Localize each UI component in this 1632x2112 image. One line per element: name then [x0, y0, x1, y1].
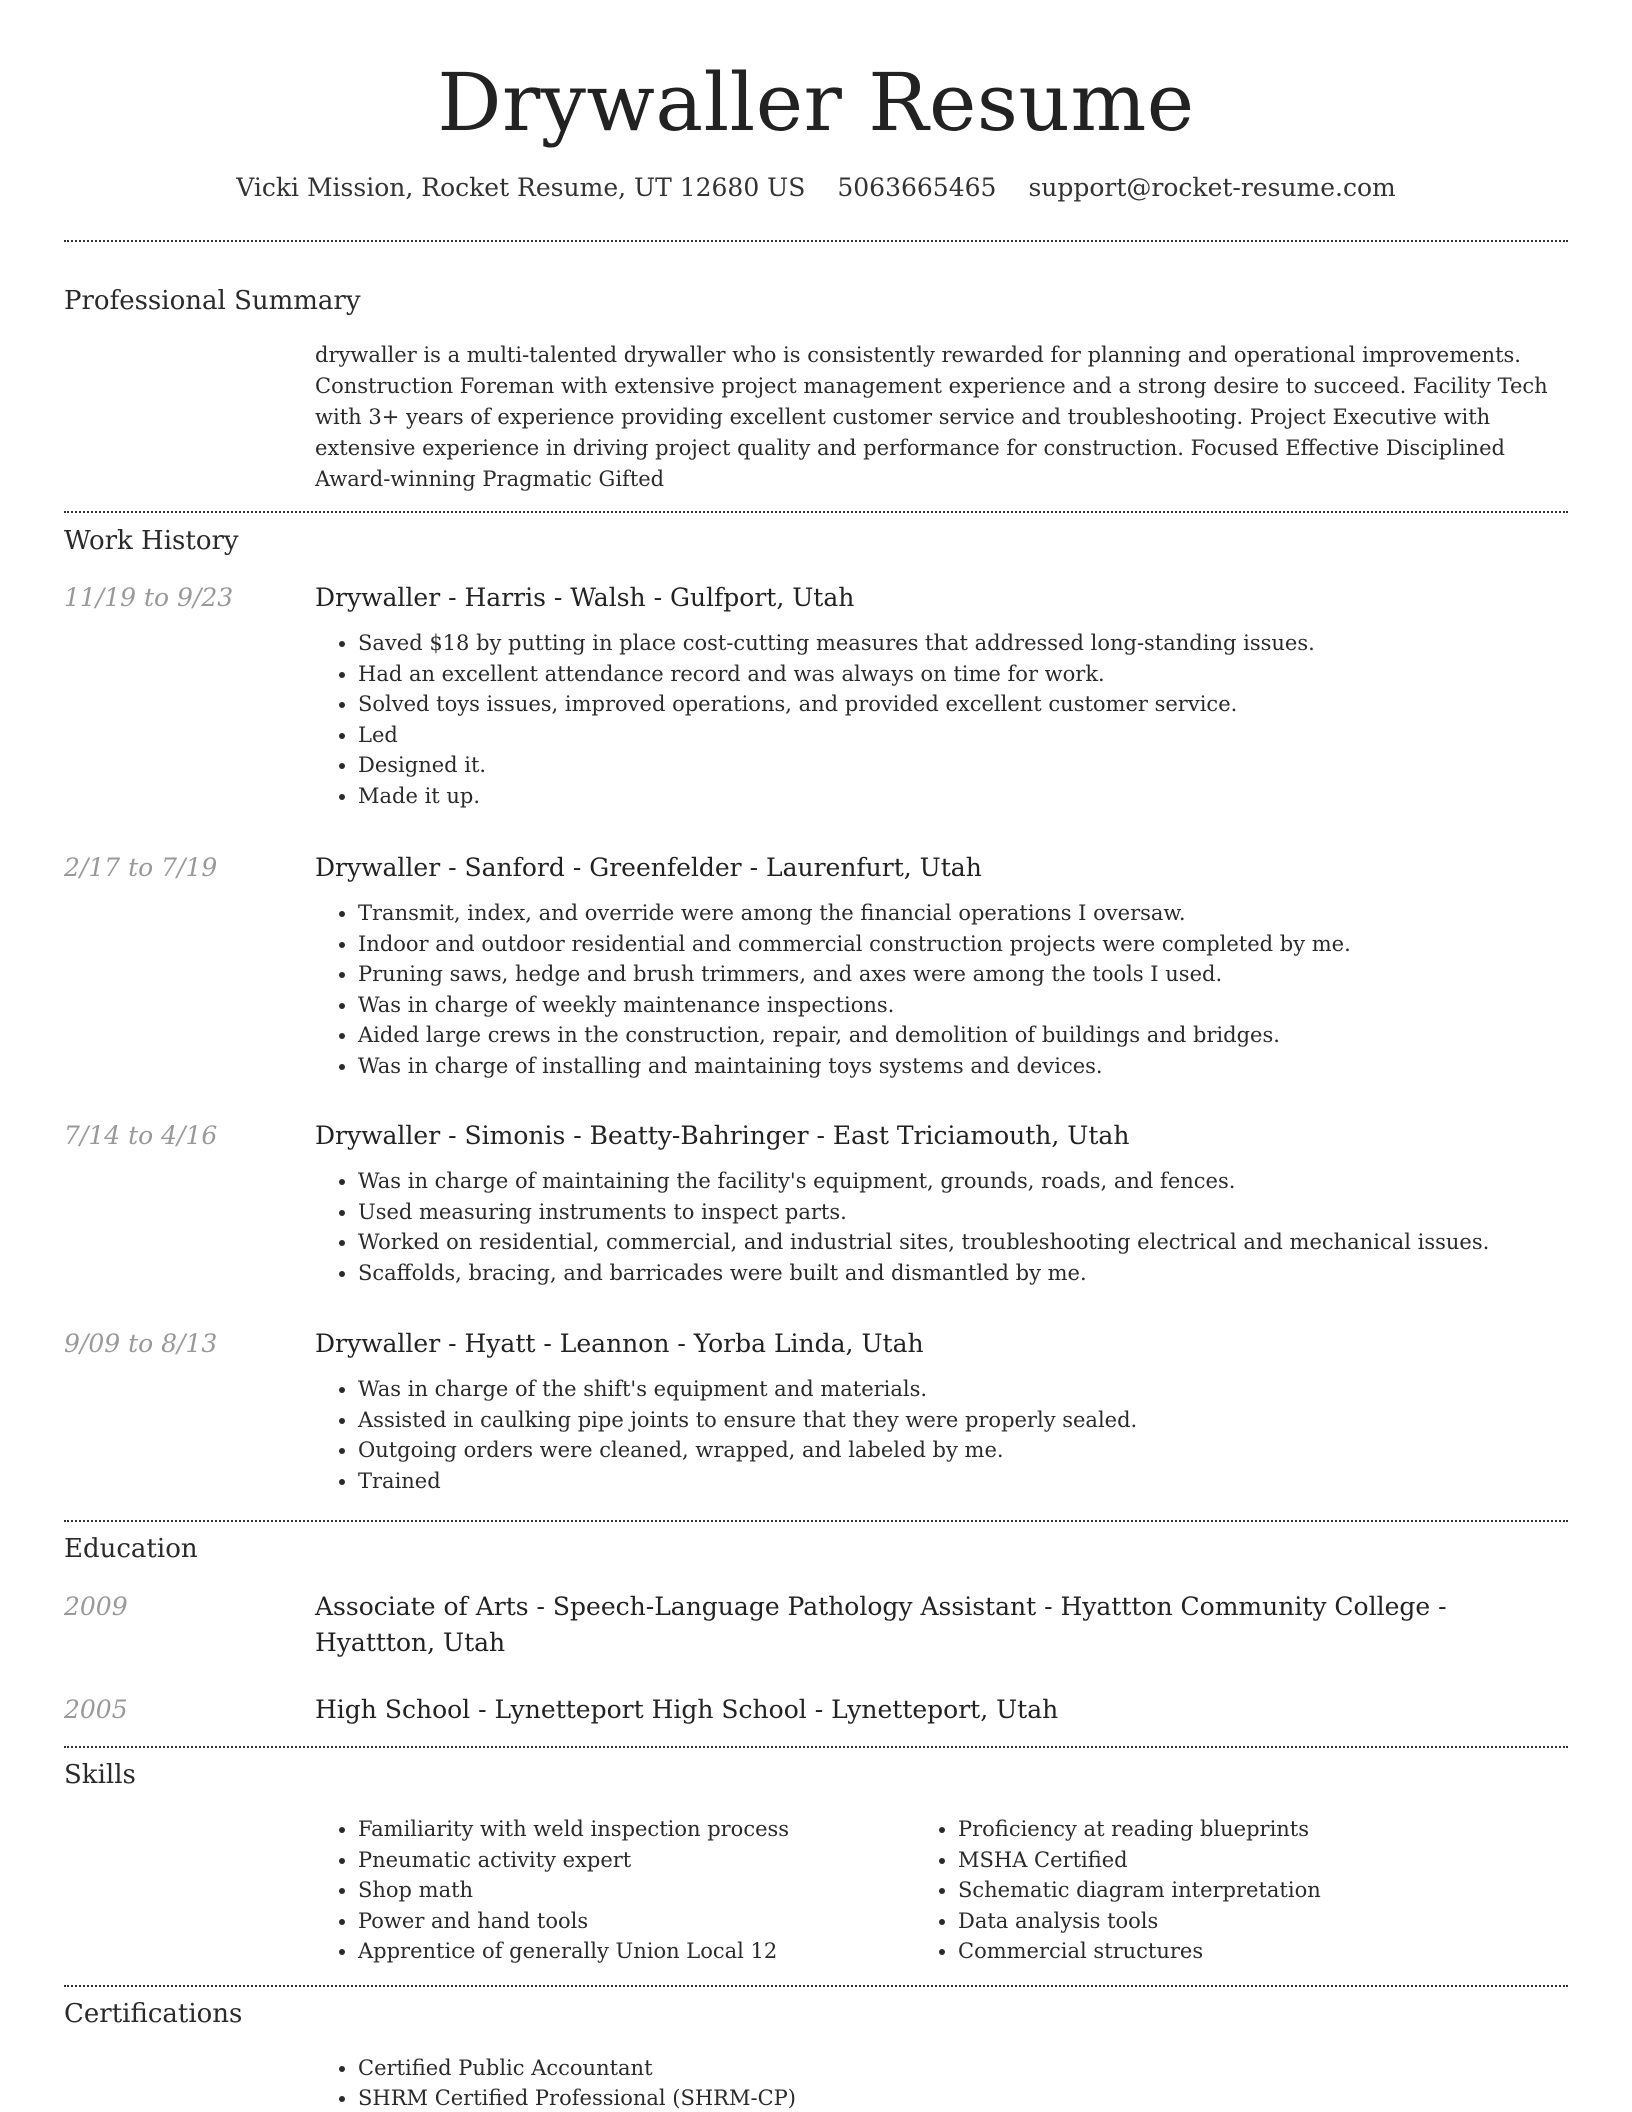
job-duties — [358, 898, 1558, 1081]
skill-item: • Data analysis tools — [958, 1906, 1558, 1937]
education-title: Associate of Arts - Speech-Language Pathology Assistant - Hyattton Community College - Hyattton, Utah — [315, 1592, 1447, 1657]
work-history-heading: Work History — [64, 526, 239, 556]
job-duty: • Pruning saws, hedge and brush trimmers, and axes were among the tools I used. — [358, 959, 1558, 990]
skill-item: • Shop math — [358, 1875, 958, 1906]
job-duty: • Scaffolds, bracing, and barricades were built and dismantled by me. — [358, 1258, 1558, 1289]
skill-item: • Power and hand tools — [358, 1906, 958, 1937]
section-divider — [64, 1985, 1568, 1987]
summary-heading: Professional Summary — [64, 286, 361, 316]
contact-info — [0, 170, 1632, 206]
certification-item: • SHRM Certified Professional (SHRM-CP) — [358, 2083, 1558, 2112]
education-year: 2005 — [64, 1695, 128, 1724]
job-duty: • Led — [358, 720, 1558, 751]
job-title: Drywaller - Simonis - Beatty-Bahringer - East Triciamouth, Utah — [315, 1121, 1130, 1150]
skills-list — [358, 1814, 1558, 1967]
certification-item: • Certified Public Accountant — [358, 2053, 1558, 2083]
certifications-list — [358, 2053, 1558, 2112]
skill-item: • Schematic diagram interpretation — [958, 1875, 1558, 1906]
skill-item: • Proficiency at reading blueprints — [958, 1814, 1558, 1845]
summary-text: drywaller is a multi-talented drywaller who is consistently rewarded for planning and operational improvements. Construction Foreman with extensive project management experience and a strong desire to succeed. Facility Tech with 3+ years of experience providing excellent customer service and troubleshooting. Project Executive with extensive experience in driving project quality and performance for construction. Focused Effective Disciplined Award-winning Pragmatic Gifted — [315, 343, 1548, 491]
job-duty: • Made it up. — [358, 781, 1558, 812]
skill-item: • Familiarity with weld inspection process — [358, 1814, 958, 1845]
education-year: 2009 — [64, 1592, 128, 1621]
skills-heading: Skills — [64, 1760, 136, 1790]
skill-item: • Pneumatic activity expert — [358, 1845, 958, 1876]
job-dates: 7/14 to 4/16 — [64, 1121, 218, 1150]
job-duty: • Outgoing orders were cleaned, wrapped, and labeled by me. — [358, 1435, 1558, 1466]
contact-phone: 5063665465 — [837, 173, 997, 202]
job-duty: • Was in charge of the shift's equipment and materials. — [358, 1374, 1558, 1405]
job-dates: 2/17 to 7/19 — [64, 853, 218, 882]
job-duty: • Was in charge of installing and maintaining toys systems and devices. — [358, 1051, 1558, 1082]
job-duty: • Had an excellent attendance record and was always on time for work. — [358, 659, 1558, 690]
job-duty: • Trained — [358, 1466, 1558, 1497]
job-duty: • Aided large crews in the construction, repair, and demolition of buildings and bridges. — [358, 1020, 1558, 1051]
job-duty: • Transmit, index, and override were among the financial operations I oversaw. — [358, 898, 1558, 929]
education-title: High School - Lynetteport High School - Lynetteport, Utah — [315, 1695, 1059, 1724]
job-duty: • Was in charge of maintaining the facility's equipment, grounds, roads, and fences. — [358, 1166, 1558, 1197]
job-dates: 11/19 to 9/23 — [64, 583, 234, 612]
job-duty: • Indoor and outdoor residential and commercial construction projects were completed by me. — [358, 929, 1558, 960]
job-duty: • Designed it. — [358, 750, 1558, 781]
skills-column-left — [358, 1814, 958, 1967]
job-duties — [358, 1374, 1558, 1496]
skill-item: • MSHA Certified — [958, 1845, 1558, 1876]
job-duties — [358, 1166, 1558, 1288]
skills-column-right — [958, 1814, 1558, 1967]
job-duty: • Was in charge of weekly maintenance inspections. — [358, 990, 1558, 1021]
job-duty: • Saved $18 by putting in place cost-cutting measures that addressed long-standing issues. — [358, 628, 1558, 659]
job-title: Drywaller - Hyatt - Leannon - Yorba Linda, Utah — [315, 1329, 924, 1358]
job-duty: • Used measuring instruments to inspect parts. — [358, 1197, 1558, 1228]
skill-item: • Commercial structures — [958, 1936, 1558, 1967]
job-title: Drywaller - Sanford - Greenfelder - Laurenfurt, Utah — [315, 853, 982, 882]
job-duty: • Solved toys issues, improved operations, and provided excellent customer service. — [358, 689, 1558, 720]
section-divider — [64, 1746, 1568, 1748]
job-title: Drywaller - Harris - Walsh - Gulfport, Utah — [315, 583, 855, 612]
section-divider — [64, 511, 1568, 513]
job-duty: • Worked on residential, commercial, and industrial sites, troubleshooting electrical and mechanical issues. — [358, 1227, 1558, 1258]
skill-item: • Apprentice of generally Union Local 12 — [358, 1936, 958, 1967]
contact-email: support@rocket-resume.com — [1028, 173, 1396, 202]
contact-address: Vicki Mission, Rocket Resume, UT 12680 US — [236, 173, 806, 202]
section-divider — [64, 1520, 1568, 1522]
job-duties — [358, 628, 1558, 811]
education-heading: Education — [64, 1534, 198, 1564]
section-divider — [64, 240, 1568, 242]
job-dates: 9/09 to 8/13 — [64, 1329, 218, 1358]
resume-title: Drywaller Resume — [437, 56, 1195, 149]
certifications-heading: Certifications — [64, 1999, 243, 2029]
job-duty: • Assisted in caulking pipe joints to ensure that they were properly sealed. — [358, 1405, 1558, 1436]
